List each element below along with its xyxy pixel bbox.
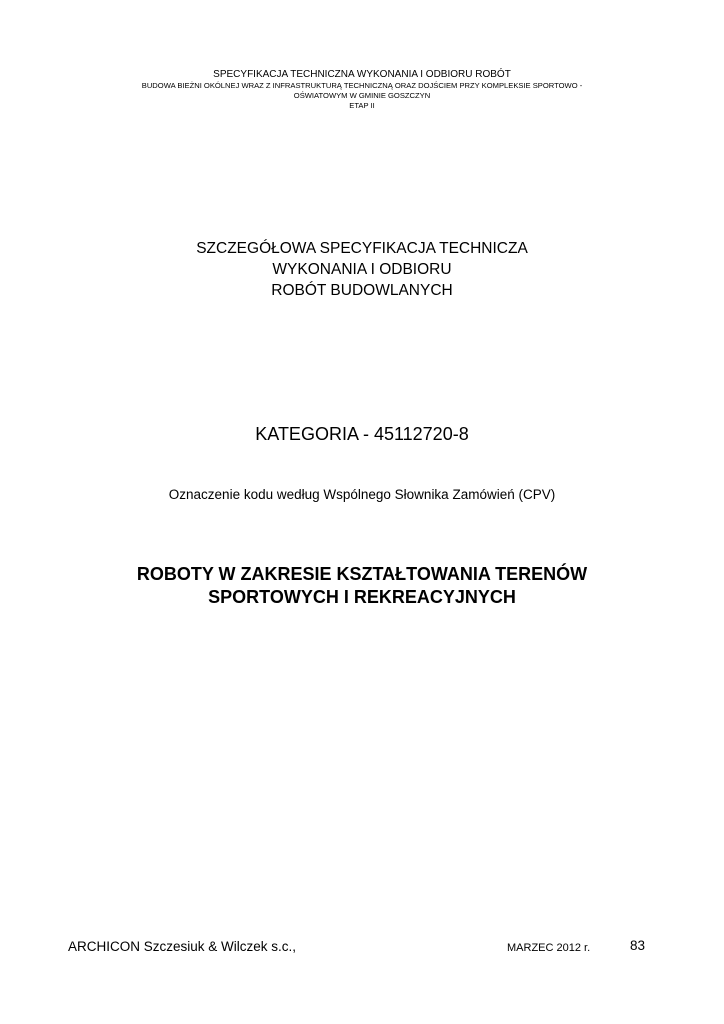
works-title-line-1: ROBOTY W ZAKRESIE KSZTAŁTOWANIA TERENÓW bbox=[136, 564, 588, 584]
header-project-line-1: BUDOWA BIEŻNI OKÓLNEJ WRAZ Z INFRASTRUKTURĄ TECHNICZNĄ ORAZ DOJŚCIEM PRZY KOMPLEKSIE SPORTOWO - bbox=[141, 81, 583, 90]
specification-title-line-2: WYKONANIA I ODBIORU bbox=[272, 261, 452, 278]
category-code: KATEGORIA - 45112720-8 bbox=[255, 424, 469, 444]
page-number: 83 bbox=[630, 938, 646, 953]
specification-title-line-1: SZCZEGÓŁOWA SPECYFIKACJA TECHNICZA bbox=[196, 240, 528, 257]
footer-company: ARCHICON Szczesiuk & Wilczek s.c., bbox=[68, 939, 297, 954]
header-title: SPECYFIKACJA TECHNICZNA WYKONANIA I ODBIORU ROBÓT bbox=[213, 69, 511, 80]
specification-title bbox=[60, 238, 664, 301]
works-title-line-2: SPORTOWYCH I REKREACYJNYCH bbox=[208, 587, 516, 607]
header-project-line-2: OŚWIATOWYM W GMINIE GOSZCZYN bbox=[293, 91, 431, 100]
works-title bbox=[40, 563, 684, 609]
cpv-note: Oznaczenie kodu według Wspólnego Słownika Zamówień (CPV) bbox=[168, 487, 556, 502]
header-stage: ETAP II bbox=[349, 101, 375, 110]
footer-date: MARZEC 2012 r. bbox=[507, 942, 591, 954]
specification-title-line-3: ROBÓT BUDOWLANYCH bbox=[271, 282, 453, 299]
page-header bbox=[60, 69, 664, 111]
